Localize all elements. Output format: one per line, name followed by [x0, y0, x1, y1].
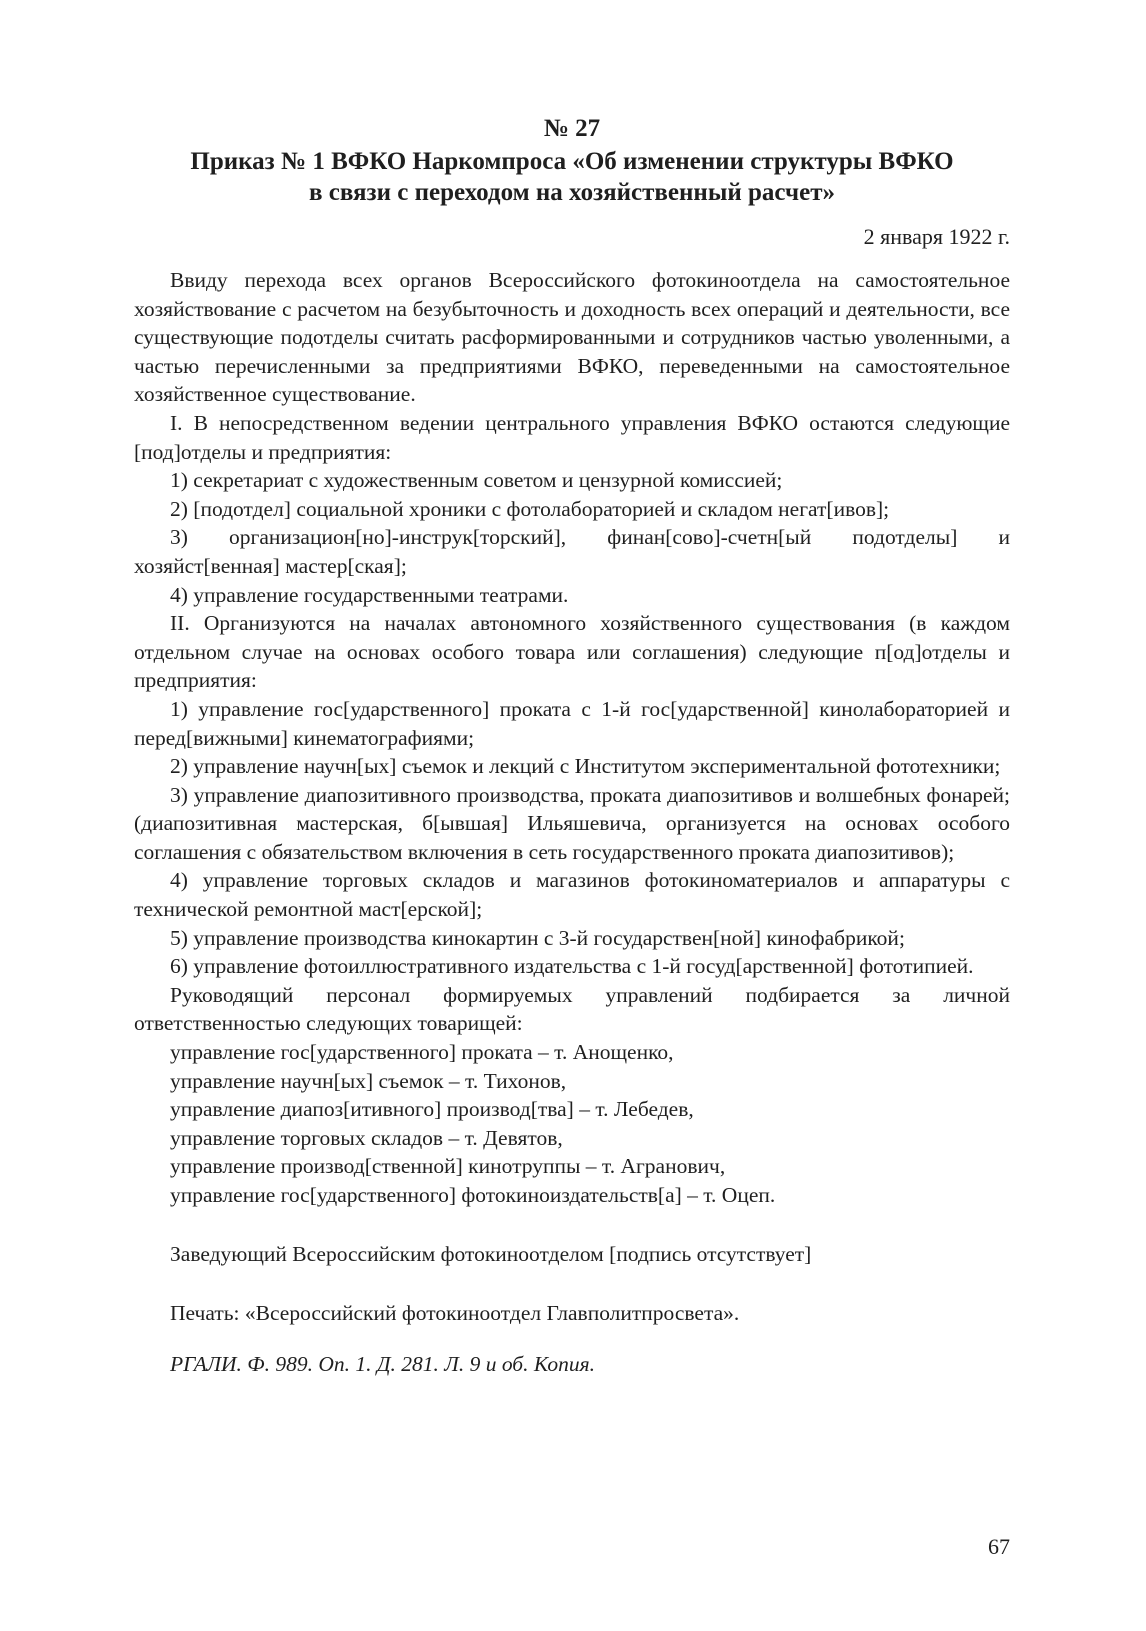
document-body: [134, 266, 1010, 1038]
document-date: 2 января 1922 г.: [863, 224, 1010, 249]
paragraph: Руководящий персонал формируемых управлений подбирается за личной ответственностью следующих товарищей:: [134, 982, 1010, 1036]
paragraph: 6) управление фотоиллюстративного издательства с 1-й госуд[арственной] фототипией.: [170, 954, 974, 979]
document-number: № 27: [543, 115, 601, 142]
list-item: управление гос[ударственного] фотокиноиздательств[а] – т. Оцеп.: [170, 1183, 776, 1207]
paragraph: I. В непосредственном ведении центрального управления ВФКО остаются следующие [под]отделы и предприятия:: [134, 410, 1010, 464]
archive-reference: РГАЛИ. Ф. 989. Оп. 1. Д. 281. Л. 9 и об. Копия.: [170, 1351, 595, 1376]
list-item: управление научн[ых] съемок – т. Тихонов,: [170, 1068, 567, 1093]
document-title-line-1: Приказ № 1 ВФКО Наркомпроса «Об изменении структуры ВФКО: [190, 148, 954, 175]
responsible-persons-list: [134, 1038, 1010, 1210]
page-number: 67: [988, 1534, 1010, 1559]
document-title-line-2: в связи с переходом на хозяйственный расчет»: [309, 179, 835, 206]
paragraph: 1) управление гос[ударственного] проката с 1-й гос[ударственной] кинолабораторией и перед[вижными] кинематографиями;: [134, 696, 1010, 750]
paragraph: II. Организуются на началах автономного хозяйственного существования (в каждом отдельном случае на основах особого товара или соглашения) следующие п[од]отделы и предприятия:: [134, 611, 1010, 693]
stamp-note: Печать: «Всероссийский фотокиноотдел Главполитпросвета».: [170, 1300, 740, 1325]
list-item: управление торговых складов – т. Девятов,: [170, 1125, 563, 1150]
paragraph: 4) управление торговых складов и магазинов фотокиноматериалов и аппаратуры с технической ремонтной маст[ерской];: [134, 868, 1010, 922]
paragraph: 3) управление диапозитивного производства, проката диапозитивов и волшебных фонарей; (диапозитивная мастерская, б[ывшая] Ильяшевича, организуется на основах особого соглашения с обязательством включения в сеть государственного проката диапозитивов);: [134, 782, 1010, 864]
paragraph: Ввиду перехода всех органов Всероссийского фотокиноотдела на самостоятельное хозяйствование с расчетом на безубыточность и доходность всех операций и деятельности, все существующие подотделы считать расформированными и сотрудников частью уволенными, а частью перечисленными за предприятиями ВФКО, переведенными на самостоятельное хозяйственное существование.: [134, 268, 1010, 407]
list-item: управление производ[ственной] кинотруппы – т. Агранович,: [170, 1154, 726, 1179]
list-item: управление диапоз[итивного] производ[тва] – т. Лебедев,: [170, 1097, 694, 1122]
paragraph: 3) организацион[но]-инструк[торский], финан[сово]-счетн[ый подотделы] и хозяйст[венная] мастер[ская];: [134, 525, 1010, 578]
paragraph: 1) секретариат с художественным советом и цензурной комиссией;: [170, 468, 783, 493]
paragraph: 2) [подотдел] социальной хроники с фотолабораторией и складом негат[ивов];: [170, 496, 890, 521]
paragraph: 4) управление государственными театрами.: [170, 582, 569, 607]
signature-line: Заведующий Всероссийским фотокиноотделом [подпись отсутствует]: [170, 1241, 812, 1266]
document-page: [134, 112, 1010, 1379]
list-item: управление гос[ударственного] проката – т. Анощенко,: [170, 1040, 674, 1065]
paragraph: 5) управление производства кинокартин с 3-й государствен[ной] кинофабрикой;: [170, 925, 905, 950]
paragraph: 2) управление научн[ых] съемок и лекций с Институтом экспериментальной фототехники;: [170, 754, 1001, 779]
